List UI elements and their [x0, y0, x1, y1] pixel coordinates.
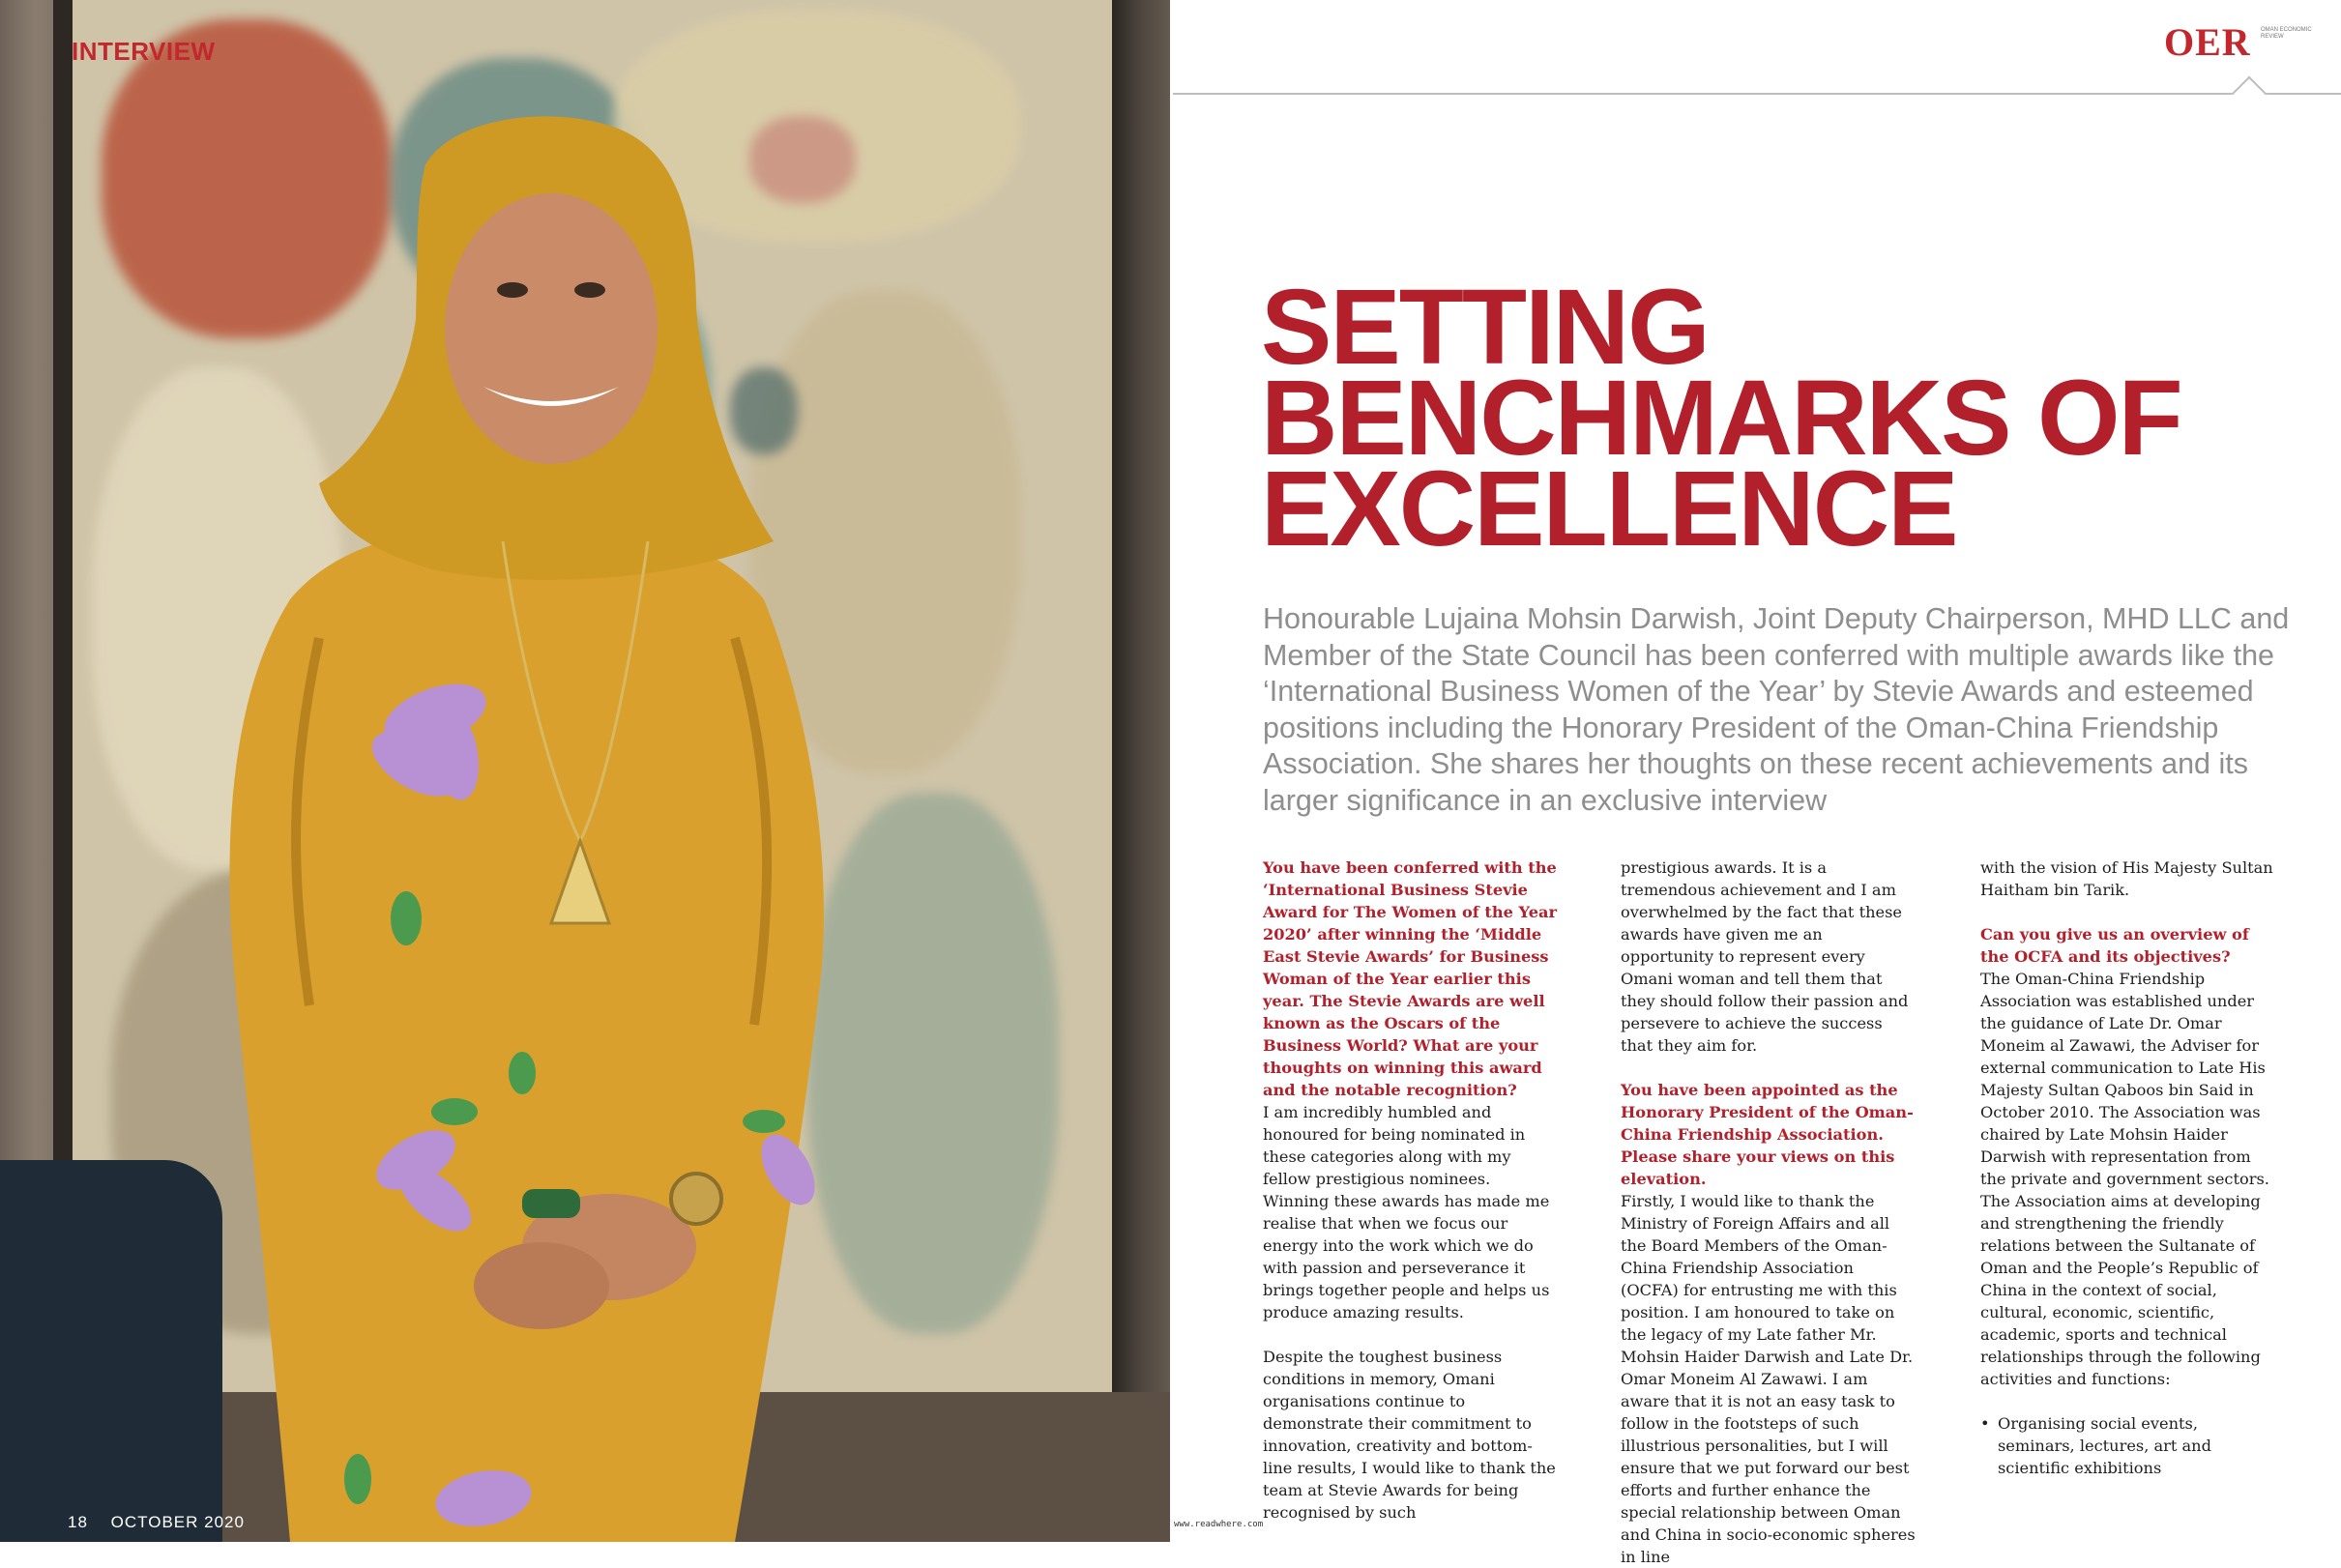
headline-line-1: SETTING [1261, 268, 1709, 387]
list-item [1980, 1412, 2275, 1479]
text-column-2 [1621, 857, 1916, 1568]
question-1: You have been conferred with the ‘International Business Stevie Award for The Women of the Year 2020’ after winning the ‘Middle East Stevie Awards’ for Business Woman of the Year earlier this year. The Stevie Awards are well known as the Oscars of the Business World? What are your thoughts on winning this award and the notable recognition? [1263, 858, 1558, 1099]
article-headline [1261, 268, 2305, 568]
issue-date: OCTOBER 2020 [110, 1513, 245, 1531]
answer-3: The Oman-China Friendship Association was established under the guidance of Late Dr. Omar Moneim al Zawawi, the Adviser for external communication to Late His Majesty Sultan Qaboos bin Said in October 2010. The Association was chaired by Late Mohsin Haider Darwish with representation from the private and government sectors. The Association aims at developing and strengthening the friendly relations between the Sultanate of Oman and the People’s Republic of China in the context of social, cultural, economic, scientific, academic, sports and technical relationships through the following activities and functions: [1980, 970, 2269, 1388]
article-page [1170, 0, 2341, 1566]
question-2: You have been appointed as the Honorary President of the Oman-China Friendship Association. Please share your views on this elevation. [1621, 1081, 1914, 1188]
answer-1-continued: Despite the toughest business conditions in memory, Omani organisations continue to demonstrate their commitment to innovation, creativity and bottom-line results, I would like to thank the team at Stevie Awards for being recognised by such [1263, 1348, 1556, 1522]
header-notch [2232, 76, 2268, 112]
answer-1: I am incredibly humbled and honoured for being nominated in these categories along with my fellow prestigious nominees. Winning these awards has made me realise that when we focus our energy into the work which we do with passion and perseverance it brings together people and helps us produce amazing results. [1263, 1103, 1550, 1321]
answer-2: Firstly, I would like to thank the Ministry of Foreign Affairs and all the Board Members of the Oman-China Friendship Association (OCFA) for entrusting me with this position. I am honoured to take on the legacy of my Late father Mr. Mohsin Haider Darwish and Late Dr. Omar Moneim Al Zawawi. I am aware that it is not an easy task to follow in the footsteps of such illustrious personalities, but I will ensure that we put forward our best efforts and further enhance the special relationship between Oman and China in socio-economic spheres in line [1621, 1192, 1916, 1566]
text-column-3 [1980, 857, 2275, 1479]
standfirst: Honourable Lujaina Mohsin Darwish, Joint Deputy Chairperson, MHD LLC and Member of the State Council has been conferred with multiple awards like the ‘International Business Women of the Year’ by Stevie Awards and esteemed positions including the Honorary President of the Oman-China Friendship Association. She shares her thoughts on these recent achievements and its larger significance in an exclusive interview [1263, 602, 2290, 817]
question-3: Can you give us an overview of the OCFA and its objectives? [1980, 925, 2249, 966]
section-label: INTERVIEW [72, 37, 216, 66]
headline-line-3: EXCELLENCE [1261, 450, 1957, 568]
bullet-icon: • [1980, 1414, 1990, 1433]
oer-logo: OER [2164, 20, 2251, 64]
footer-url: www.readwhere.com [1174, 1520, 1264, 1529]
portrait-photo [0, 0, 1170, 1542]
bullet-text: Organising social events, seminars, lectures, art and scientific exhibitions [1998, 1414, 2211, 1477]
page-folio [68, 1513, 245, 1532]
answer-2-end: with the vision of His Majesty Sultan Haitham bin Tarik. [1980, 858, 2273, 899]
answer-1-end: prestigious awards. It is a tremendous achievement and I am overwhelmed by the fact that these awards have given me an opportunity to represent every Omani woman and tell them that they should follow their passion and persevere to achieve the success that they aim for. [1621, 858, 1909, 1055]
headline-line-2: BENCHMARKS OF [1261, 359, 2181, 478]
page-number: 18 [68, 1513, 88, 1531]
logo-tagline: OMAN ECONOMIC REVIEW [2261, 27, 2312, 40]
header-rule [1173, 93, 2341, 95]
woman-figure [0, 0, 1170, 1542]
text-column-1 [1263, 857, 1558, 1524]
